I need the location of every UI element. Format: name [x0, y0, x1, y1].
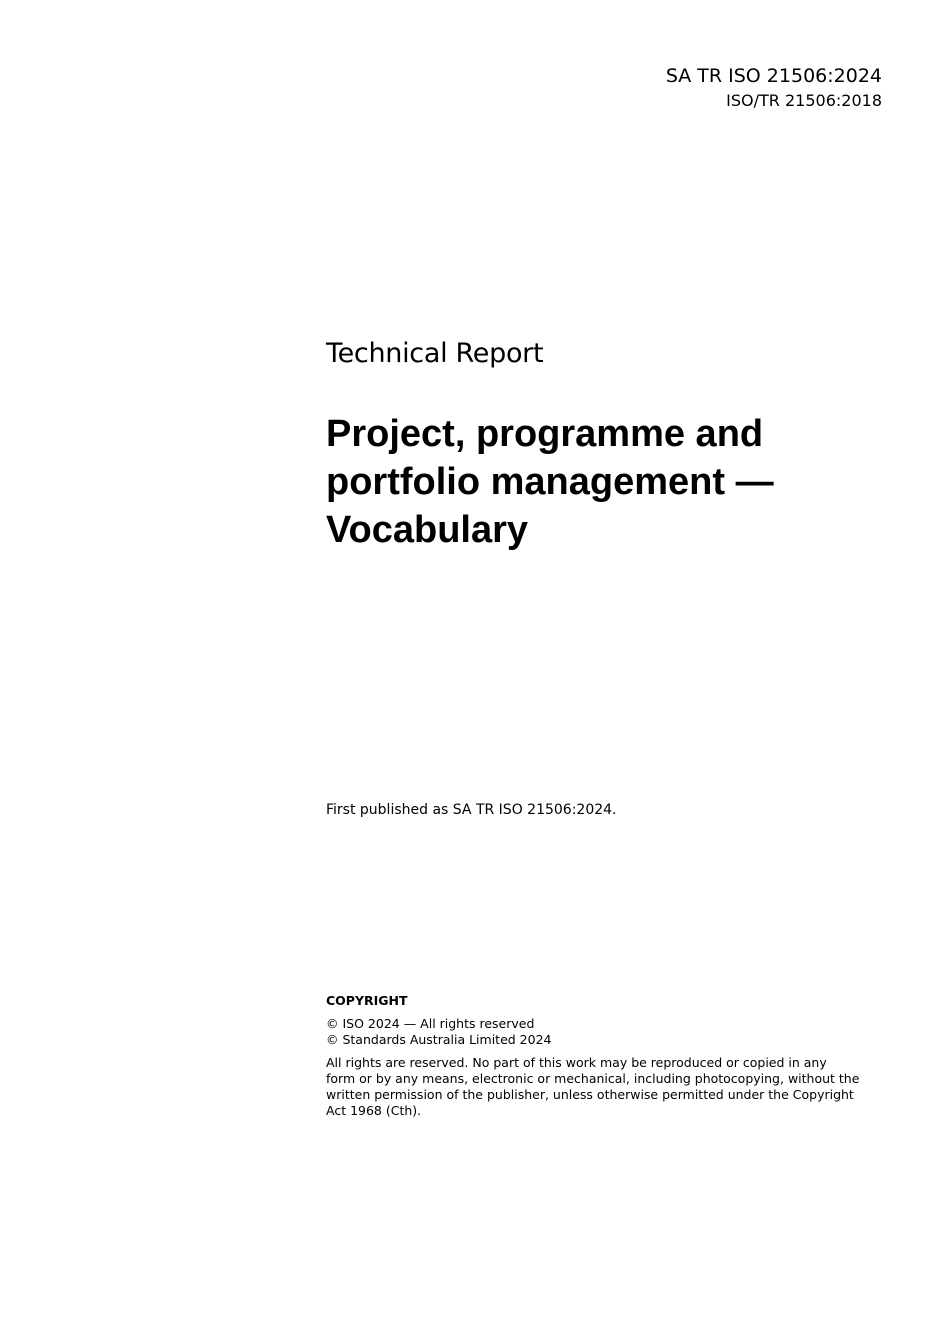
document-title [326, 410, 886, 554]
copyright-notice [326, 1055, 866, 1119]
document-type: Technical Report [326, 338, 544, 369]
title-line: Vocabulary [326, 509, 529, 551]
copyright-heading: COPYRIGHT [326, 993, 408, 1008]
copyright-line-iso: © ISO 2024 — All rights reserved [326, 1016, 535, 1031]
copyright-line-standards-australia: © Standards Australia Limited 2024 [326, 1032, 552, 1047]
publication-note: First published as SA TR ISO 21506:2024. [326, 802, 617, 818]
title-line: portfolio management — [326, 461, 774, 503]
notice-line: Act 1968 (Cth). [326, 1103, 422, 1118]
title-line: Project, programme and [326, 413, 764, 455]
notice-line: written permission of the publisher, unless otherwise permitted under the Copyright [326, 1087, 854, 1102]
document-designation: SA TR ISO 21506:2024 [665, 65, 882, 87]
copyright-block [326, 993, 866, 1119]
iso-designation: ISO/TR 21506:2018 [726, 91, 882, 110]
notice-line: form or by any means, electronic or mechanical, including photocopying, without the [326, 1071, 860, 1086]
notice-line: All rights are reserved. No part of this work may be reproduced or copied in any [326, 1055, 827, 1070]
